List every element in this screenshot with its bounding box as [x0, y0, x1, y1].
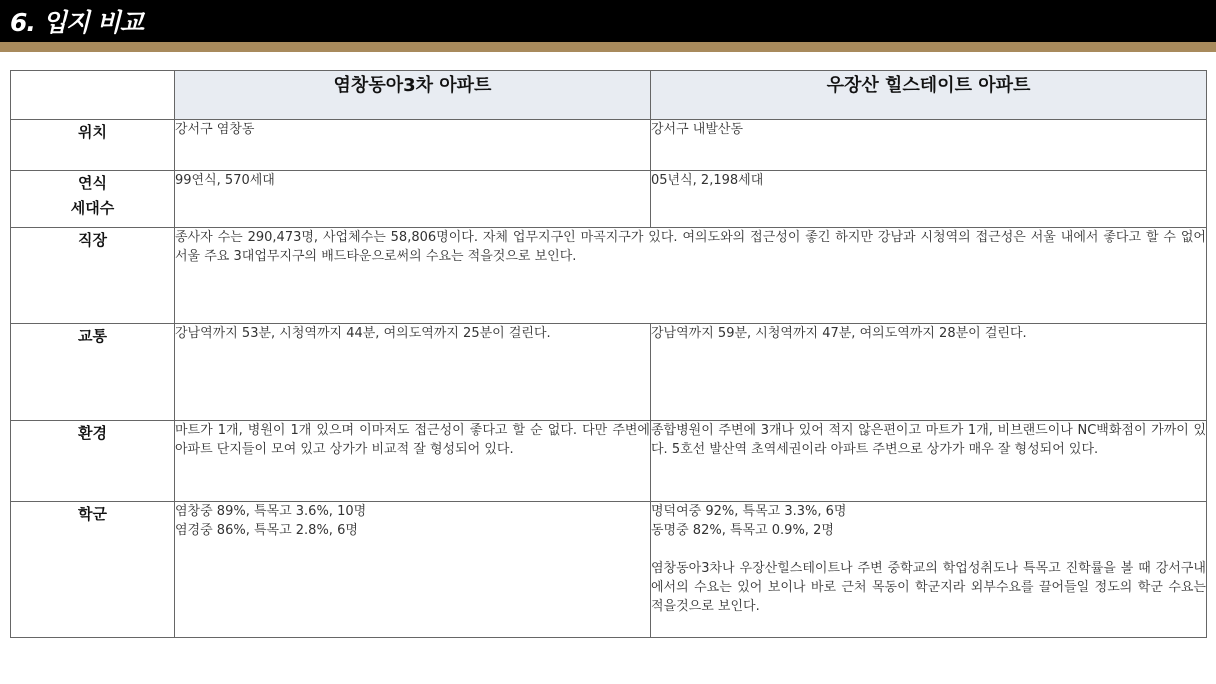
transport-b: 강남역까지 59분, 시청역까지 47분, 여의도역까지 28분이 걸린다. [651, 324, 1207, 421]
school-a-line2: 염경중 86%, 특목고 2.8%, 6명 [175, 523, 358, 538]
comparison-table [10, 70, 1207, 638]
column-header-b: 우장산 힐스테이트 아파트 [651, 71, 1207, 120]
row-label-location: 위치 [11, 120, 175, 171]
transport-a: 강남역까지 53분, 시청역까지 44분, 여의도역까지 25분이 걸린다. [175, 324, 651, 421]
school-a [175, 502, 651, 638]
year-b: 05년식, 2,198세대 [651, 171, 1207, 228]
jobs-text: 종사자 수는 290,473명, 사업체수는 58,806명이다. 자체 업무지구인 마곡지구가 있다. 여의도와의 접근성이 좋긴 하지만 강남과 시청역의 접근성은 서울 내에서 좋다고 할 수 없어 서울 주요 3대업무지구의 배드타운으로써의 수요는 적을것으로 보인다. [175, 228, 1207, 324]
row-label-year-line1: 연식 [78, 174, 107, 192]
location-b: 강서구 내발산동 [651, 120, 1207, 171]
row-transport [11, 324, 1207, 421]
row-location [11, 120, 1207, 171]
row-label-school: 학군 [11, 502, 175, 638]
school-b-spacer [651, 540, 1206, 559]
row-label-transport: 교통 [11, 324, 175, 421]
school-b [651, 502, 1207, 638]
row-label-year-line2: 세대수 [70, 199, 115, 217]
environment-a: 마트가 1개, 병원이 1개 있으며 이마저도 접근성이 좋다고 할 순 없다. 다만 주변에 아파트 단지들이 모여 있고 상가가 비교적 잘 형성되어 있다. [175, 421, 651, 502]
row-school [11, 502, 1207, 638]
row-label-environment: 환경 [11, 421, 175, 502]
location-a: 강서구 염창동 [175, 120, 651, 171]
column-header-a: 염창동아3차 아파트 [175, 71, 651, 120]
row-label-year [11, 171, 175, 228]
row-year [11, 171, 1207, 228]
school-b-line2: 동명중 82%, 특목고 0.9%, 2명 [651, 523, 834, 538]
school-b-line1: 명덕여중 92%, 특목고 3.3%, 6명 [651, 504, 847, 519]
school-b-note: 염창동아3차나 우장산힐스테이트나 주변 중학교의 학업성취도나 특목고 진학률을 볼 때 강서구내에서의 수요는 있어 보이나 바로 근처 목동이 학군지라 외부수요를 끌어들일 정도의 학군 수요는 적을것으로 보인다. [651, 561, 1206, 614]
header-bar [0, 0, 1216, 42]
environment-b: 종합병원이 주변에 3개나 있어 적지 않은편이고 마트가 1개, 비브랜드이나 NC백화점이 가까이 있다. 5호선 발산역 초역세권이라 아파트 주변으로 상가가 매우 잘 형성되어 있다. [651, 421, 1207, 502]
row-environment [11, 421, 1207, 502]
row-label-jobs: 직장 [11, 228, 175, 324]
page-title: 6. 입지 비교 [10, 8, 143, 37]
year-a: 99연식, 570세대 [175, 171, 651, 228]
header-accent-stripe [0, 42, 1216, 52]
school-a-line1: 염창중 89%, 특목고 3.6%, 10명 [175, 504, 367, 519]
table-header-row [11, 71, 1207, 120]
corner-cell [11, 71, 175, 120]
row-jobs [11, 228, 1207, 324]
